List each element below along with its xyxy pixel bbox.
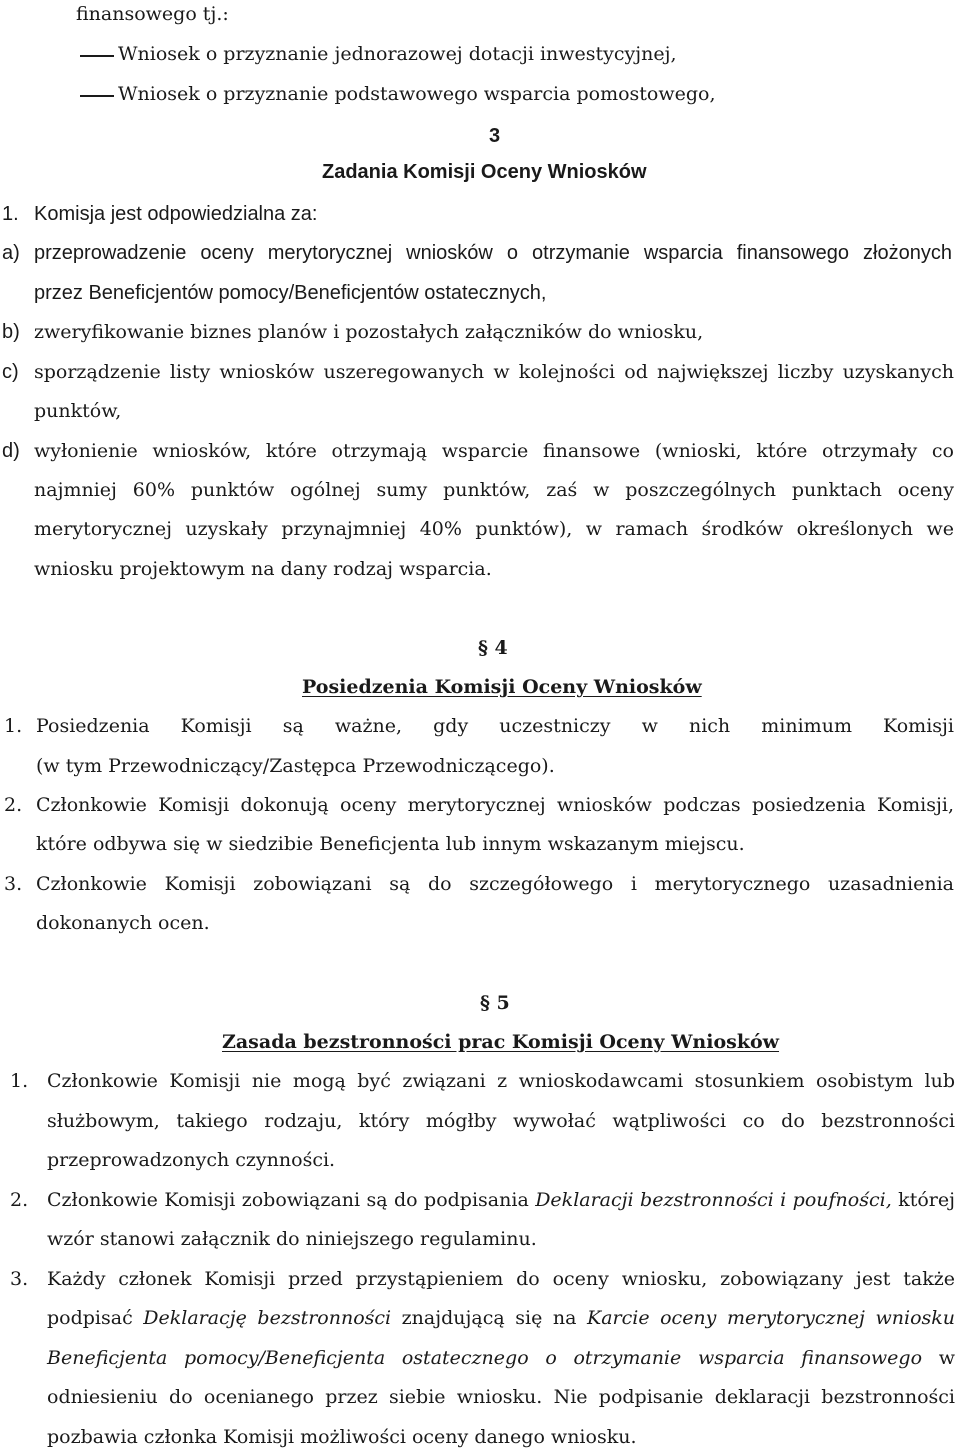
document-title-italic: otrzymanie wsparcia finansowego <box>573 1347 923 1369</box>
list-item-text: podpisać Deklarację bezstronności znajdującą się na Karcie oceny merytorycznej wniosku <box>47 1307 956 1329</box>
document-title-italic: Deklaracji bezstronności i poufności, <box>535 1189 892 1211</box>
section-number: 3 <box>489 125 501 147</box>
list-item-text: Beneficjenta pomocy/Beneficjenta ostatecznego o otrzymanie wsparcia finansowego w <box>47 1347 955 1369</box>
list-item-text: odniesieniu do ocenianego przez siebie wniosku. Nie podpisanie deklaracji bezstronności <box>47 1386 955 1408</box>
document-title-italic: Deklarację bezstronności <box>143 1307 392 1329</box>
list-item-text: Posiedzenia Komisji są ważne, gdy uczestniczy w nich minimum Komisji <box>36 715 954 737</box>
dash-bullet-icon <box>80 55 114 57</box>
section-title: Posiedzenia Komisji Oceny Wniosków <box>302 676 702 698</box>
list-item-text: służbowym, takiego rodzaju, który mógłby wywołać wątpliwości co do bezstronności <box>47 1110 955 1132</box>
list-item-text: Członkowie Komisji nie mogą być związani z wnioskodawcami stosunkiem osobistym lub <box>47 1070 955 1092</box>
intro-lead: finansowego tj.: <box>76 3 229 25</box>
list-marker: d) <box>2 440 20 462</box>
list-item-text: przeprowadzonych czynności. <box>47 1149 336 1171</box>
list-item-text: wniosku projektowym na dany rodzaj wsparcia. <box>34 558 492 580</box>
list-item-text: zweryfikowanie biznes planów i pozostałych załączników do wniosku, <box>34 321 704 343</box>
list-marker: 2. <box>4 794 23 816</box>
list-item-text: Członkowie Komisji zobowiązani są do podpisania Deklaracji bezstronności i poufności, której <box>47 1189 955 1211</box>
list-item-text: (w tym Przewodniczący/Zastępca Przewodniczącego). <box>36 755 555 777</box>
section-number: § 5 <box>480 992 510 1014</box>
list-item-text: najmniej 60% punktów ogólnej sumy punktów, zaś w poszczególnych punktach oceny <box>34 479 954 501</box>
bullet-item: Wniosek o przyznanie jednorazowej dotacji inwestycyjnej, <box>118 43 677 65</box>
list-item-text: pozbawia członka Komisji możliwości oceny danego wniosku. <box>47 1426 637 1448</box>
list-marker: c) <box>2 361 19 383</box>
list-item-text: wzór stanowi załącznik do niniejszego regulaminu. <box>47 1228 537 1250</box>
list-item-text: przez Beneficjentów pomocy/Beneficjentów ostatecznych, <box>34 282 547 304</box>
list-marker: 1. <box>10 1070 29 1092</box>
list-item-text: merytorycznej uzyskały przynajmniej 40% punktów), w ramach środków określonych we <box>34 518 954 540</box>
list-marker: 1. <box>4 715 23 737</box>
document-title-italic: Karcie oceny merytorycznej wniosku <box>587 1307 956 1329</box>
section-number: § 4 <box>478 637 508 659</box>
list-item-text: Komisja jest odpowiedzialna za: <box>34 203 318 225</box>
list-item-text: Każdy członek Komisji przed przystąpieniem do oceny wniosku, zobowiązany jest także <box>47 1268 955 1290</box>
section-title: Zadania Komisji Oceny Wniosków <box>322 161 647 183</box>
document-title-italic: Beneficjenta pomocy/Beneficjenta ostatecznego <box>47 1347 529 1369</box>
list-marker: 3. <box>10 1268 29 1290</box>
list-marker: 3. <box>4 873 23 895</box>
list-item-text: punktów, <box>34 400 122 422</box>
list-item-text: które odbywa się w siedzibie Beneficjenta lub innym wskazanym miejscu. <box>36 833 745 855</box>
list-item-text: sporządzenie listy wniosków uszeregowanych w kolejności od największej liczby uzyskanych <box>34 361 954 383</box>
list-item-text: Członkowie Komisji dokonują oceny merytorycznej wniosków podczas posiedzenia Komisji, <box>36 794 954 816</box>
list-marker: 1. <box>2 203 19 225</box>
list-marker: a) <box>2 242 20 264</box>
list-item-text: dokonanych ocen. <box>36 912 210 934</box>
list-marker: 2. <box>10 1189 29 1211</box>
list-item-text: wyłonienie wniosków, które otrzymają wsparcie finansowe (wnioski, które otrzymały co <box>34 440 954 462</box>
dash-bullet-icon <box>80 95 114 97</box>
list-item-text: przeprowadzenie oceny merytorycznej wniosków o otrzymanie wsparcia finansowego złożonych <box>34 242 952 264</box>
section-title: Zasada bezstronności prac Komisji Oceny Wniosków <box>222 1031 780 1053</box>
bullet-item: Wniosek o przyznanie podstawowego wsparcia pomostowego, <box>118 83 716 105</box>
list-marker: b) <box>2 321 20 343</box>
list-item-text: Członkowie Komisji zobowiązani są do szczegółowego i merytorycznego uzasadnienia <box>36 873 954 895</box>
